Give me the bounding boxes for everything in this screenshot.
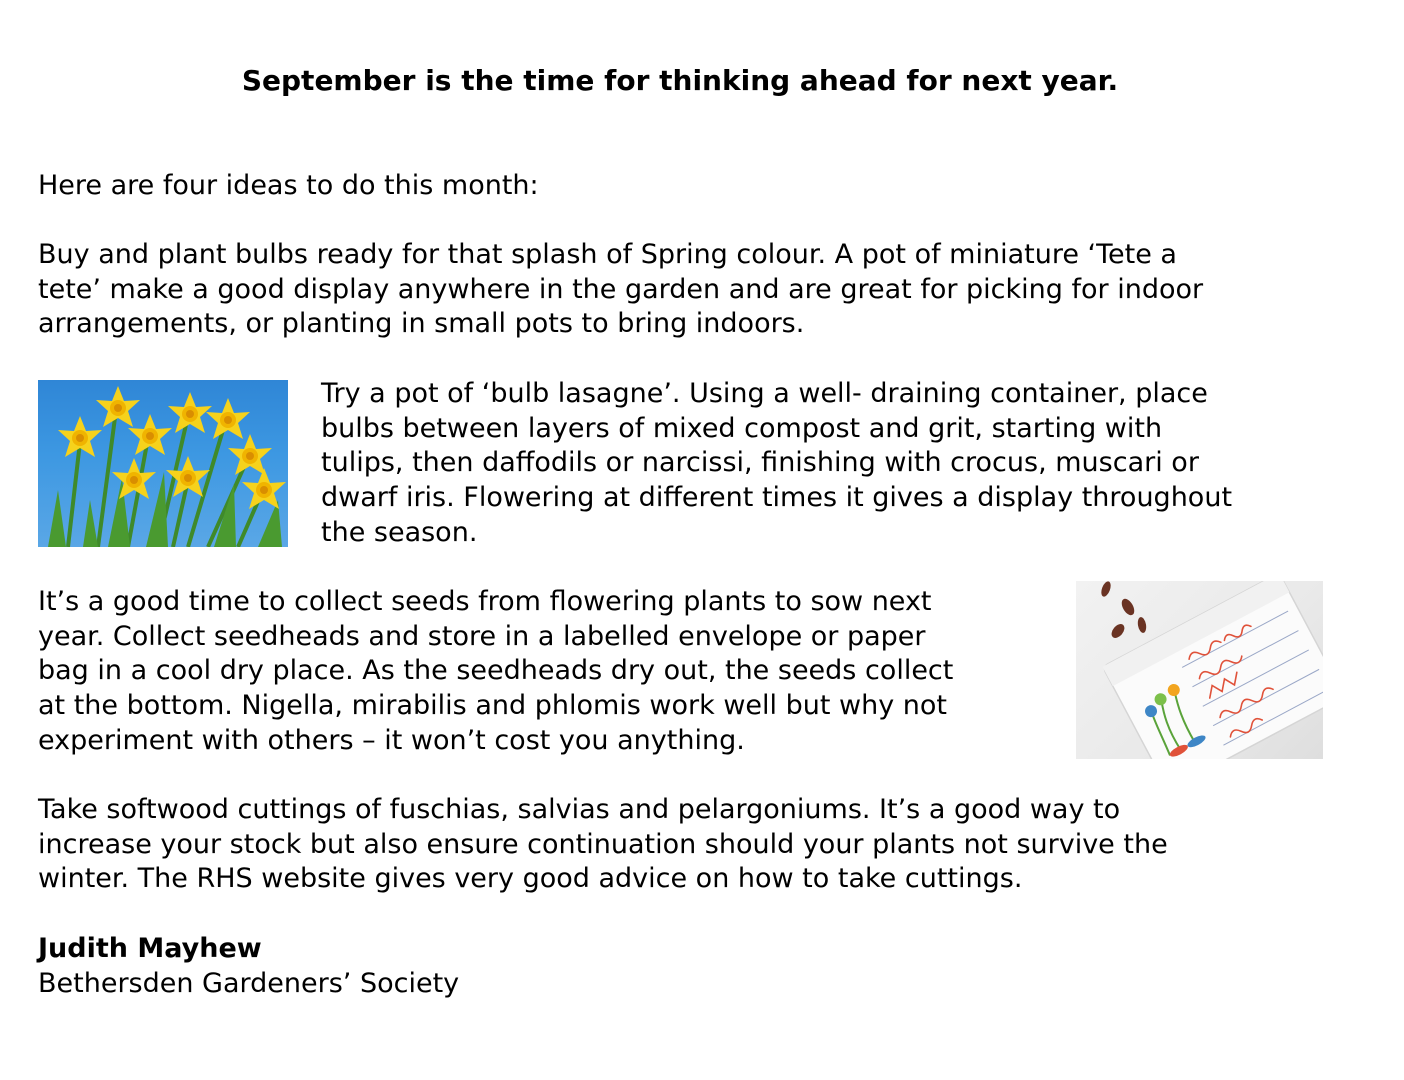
paragraph-line: Try a pot of ‘bulb lasagne’. Using a well- draining container, place <box>321 378 1208 409</box>
page-title: September is the time for thinking ahead for next year. <box>241 64 1119 97</box>
paragraph-bulb-lasagne <box>321 377 1232 551</box>
paragraph-line: winter. The RHS website gives very good advice on how to take cuttings. <box>38 863 1023 895</box>
paragraph-line: increase your stock but also ensure continuation should your plants not survive the <box>38 828 1168 860</box>
paragraph-cuttings <box>38 793 1168 897</box>
daffodils-photo <box>38 380 288 547</box>
paragraph-line: tulips, then daffodils or narcissi, finishing with crocus, muscari or <box>321 447 1199 479</box>
paragraph-line: bulbs between layers of mixed compost and grit, starting with <box>321 412 1163 444</box>
paragraph-line: experiment with others – it won’t cost you anything. <box>38 724 745 756</box>
paragraph-line: at the bottom. Nigella, mirabilis and phlomis work well but why not <box>38 690 948 722</box>
paragraph-line: year. Collect seedheads and store in a labelled envelope or paper <box>38 620 926 652</box>
paragraph-line: It’s a good time to collect seeds from flowering plants to sow next <box>38 586 932 617</box>
signature <box>38 932 459 1001</box>
paragraph-line: tete’ make a good display anywhere in the garden and are great for picking for indoor <box>38 273 1204 305</box>
author-organisation: Bethersden Gardeners’ Society <box>38 967 460 999</box>
seed-envelope-photo <box>1076 581 1323 759</box>
paragraph-line: the season. <box>321 516 478 548</box>
paragraph-line: bag in a cool dry place. As the seedheads dry out, the seeds collect <box>38 655 954 687</box>
paragraph-bulbs <box>38 238 1203 342</box>
paragraph-line: dwarf iris. Flowering at different times it gives a display throughout <box>321 482 1233 514</box>
author-name: Judith Mayhew <box>38 933 262 964</box>
intro-text: Here are four ideas to do this month: <box>38 170 539 201</box>
paragraph-line: arrangements, or planting in small pots to bring indoors. <box>38 308 805 340</box>
paragraph-line: Buy and plant bulbs ready for that splash of Spring colour. A pot of miniature ‘Tete a <box>38 239 1177 270</box>
paragraph-line: Take softwood cuttings of fuschias, salvias and pelargoniums. It’s a good way to <box>38 794 1121 825</box>
paragraph-seeds <box>38 585 953 759</box>
